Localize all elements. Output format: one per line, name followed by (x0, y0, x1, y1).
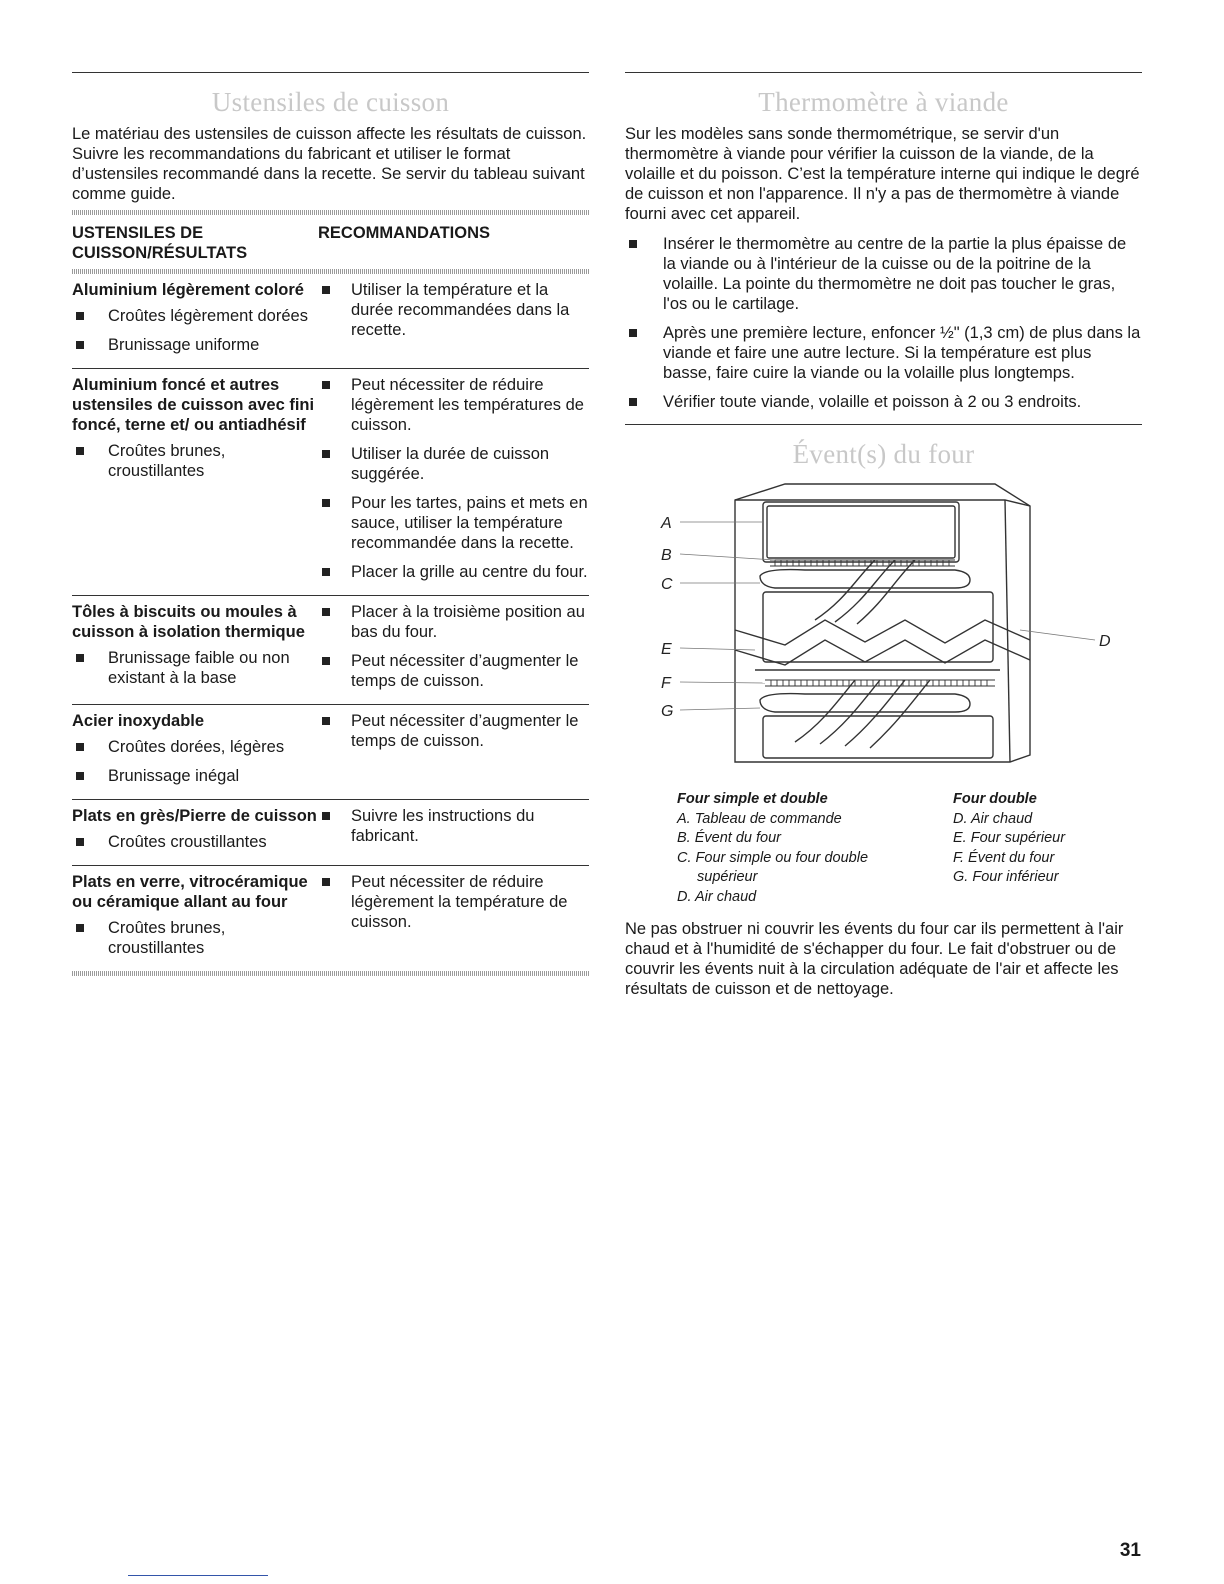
caption-item: A. Tableau de commande (677, 810, 842, 827)
hot-air-arrows-lower (795, 680, 930, 748)
label-e: E (661, 641, 672, 658)
oven-vent-text: Ne pas obstruer ni couvrir les évents du four car ils permettent à l'air chaud et à l'humidité de s'échapper du four. Le fait d'obstruer ou de couvrir les évents nuit à la circulation adéquate de l'air et affecte les résultats de cuisson et de nettoyage. (625, 920, 1124, 998)
right-column (625, 72, 1142, 999)
lower-oven-door (763, 716, 993, 758)
label-c: C (661, 576, 673, 593)
meat-thermometer-title: Thermomètre à viande (758, 87, 1009, 117)
break-line-upper (735, 620, 1030, 645)
label-f: F (661, 675, 671, 692)
caption-double (953, 790, 1065, 907)
upper-door-handle (760, 570, 970, 588)
thermometer-bullet: Vérifier toute viande, volaille et poisson à 2 ou 3 endroits. (625, 392, 1142, 412)
recommendation-item: Pour les tartes, pains et mets en sauce, utiliser la température recommandée dans la recette. (318, 493, 589, 553)
control-panel (763, 502, 959, 562)
result-item: Brunissage uniforme (72, 335, 318, 355)
section-top-rule (72, 72, 589, 73)
recommendation-item: Peut nécessiter de réduire légèrement la température de cuisson. (318, 872, 589, 932)
table-row (72, 368, 589, 595)
recommendation-item: Utiliser la durée de cuisson suggérée. (318, 444, 589, 484)
recommendation-item: Peut nécessiter de réduire légèrement les températures de cuisson. (318, 375, 589, 435)
table-row (72, 595, 589, 704)
footer-line (128, 1575, 268, 1576)
caption-item: B. Évent du four (677, 830, 781, 846)
caption-single-double (677, 790, 953, 907)
lower-door-handle (760, 694, 970, 712)
caption-item: F. Évent du four (953, 849, 1055, 866)
result-item: Croûtes légèrement dorées (72, 306, 318, 326)
thermometer-bullets (625, 234, 1142, 412)
caption-item: D. Air chaud (953, 810, 1033, 827)
header-cookware-results: USTENSILES DE CUISSON/RÉSULTATS (72, 224, 248, 262)
oven-vent-diagram (625, 480, 1142, 780)
cookware-intro: Le matériau des ustensiles de cuisson affecte les résultats de cuisson. Suivre les recommandations du fabricant et utiliser le format d’ustensiles recommandé dans la recette. Se servir du tableau suivant comme guide. (72, 125, 587, 203)
section-top-rule (625, 72, 1142, 73)
label-a: A (661, 515, 672, 532)
table-row (72, 799, 589, 865)
oven-vent-title: Évent(s) du four (792, 439, 975, 469)
upper-vent-slots (770, 560, 955, 566)
material-label: Aluminium légèrement coloré (72, 281, 304, 299)
page-number: 31 (1119, 1540, 1141, 1561)
meat-thermometer-intro: Sur les modèles sans sonde thermométrique, se servir d'un thermomètre à viande pour vérifier la cuisson de la viande, de la volaille et du poisson. C’est la température interne qui indique le degré de cuisson et non l'apparence. Il n'y a pas de thermomètre à viande fourni avec cet appareil. (625, 125, 1140, 223)
table-bottom-divider (72, 971, 589, 976)
leader-lines (680, 522, 1095, 710)
thermometer-bullet: Insérer le thermomètre au centre de la partie la plus épaisse de la viande ou à l'intérieur de la cuisse ou de la poitrine de la volaille. La pointe du thermomètre ne doit pas toucher le gras, l'os ou le cartilage. (625, 234, 1142, 314)
result-item: Brunissage inégal (72, 766, 318, 786)
oven-cabinet-outline (735, 484, 1030, 762)
recommendation-item: Suivre les instructions du fabricant. (318, 806, 589, 846)
table-header (72, 215, 589, 269)
recommendation-item: Placer à la troisième position au bas du four. (318, 602, 589, 642)
material-label: Aluminium foncé et autres ustensiles de cuisson avec fini foncé, terne et/ ou antiadhésif (72, 376, 315, 434)
cabinet-top-edge (735, 500, 1030, 506)
recommendation-item: Peut nécessiter d’augmenter le temps de cuisson. (318, 651, 589, 691)
material-label: Plats en grès/Pierre de cuisson (72, 807, 317, 825)
caption-item: G. Four inférieur (953, 869, 1059, 885)
label-b: B (661, 547, 672, 564)
material-label: Acier inoxydable (72, 712, 205, 730)
caption-heading: Four simple et double (677, 791, 828, 807)
recommendation-item: Placer la grille au centre du four. (318, 562, 589, 582)
caption-item: E. Four supérieur (953, 830, 1066, 846)
result-item: Croûtes dorées, légères (72, 737, 318, 757)
caption-heading: Four double (953, 791, 1037, 807)
label-g: G (661, 703, 674, 720)
material-label: Plats en verre, vitrocéramique ou céramique allant au four (72, 873, 308, 911)
result-item: Croûtes croustillantes (72, 832, 318, 852)
cookware-table (72, 274, 589, 971)
label-d: D (1099, 633, 1111, 650)
material-label: Tôles à biscuits ou moules à cuisson à isolation thermique (72, 603, 305, 641)
recommendation-item: Peut nécessiter d’augmenter le temps de cuisson. (318, 711, 589, 751)
caption-item: supérieur (697, 869, 758, 885)
caption-item: D. Air chaud (677, 888, 757, 905)
caption-item: C. Four simple ou four double (677, 849, 869, 866)
section-top-rule (625, 424, 1142, 425)
control-panel-inner (767, 506, 955, 558)
table-row (72, 704, 589, 799)
recommendation-item: Utiliser la température et la durée recommandées dans la recette. (318, 280, 589, 340)
cookware-title: Ustensiles de cuisson (211, 87, 450, 117)
left-column (72, 72, 589, 976)
header-recommendations: RECOMMANDATIONS (318, 224, 491, 242)
result-item: Brunissage faible ou non existant à la base (72, 648, 318, 688)
thermometer-bullet: Après une première lecture, enfoncer ½" (1,3 cm) de plus dans la viande et faire une autre lecture. Si la température est plus basse, faire cuire la viande ou la volaille plus longtemps. (625, 323, 1142, 383)
table-row (72, 865, 589, 971)
table-row (72, 274, 589, 368)
figure-captions (625, 790, 1142, 907)
result-item: Croûtes brunes, croustillantes (72, 918, 318, 958)
result-item: Croûtes brunes, croustillantes (72, 441, 318, 481)
